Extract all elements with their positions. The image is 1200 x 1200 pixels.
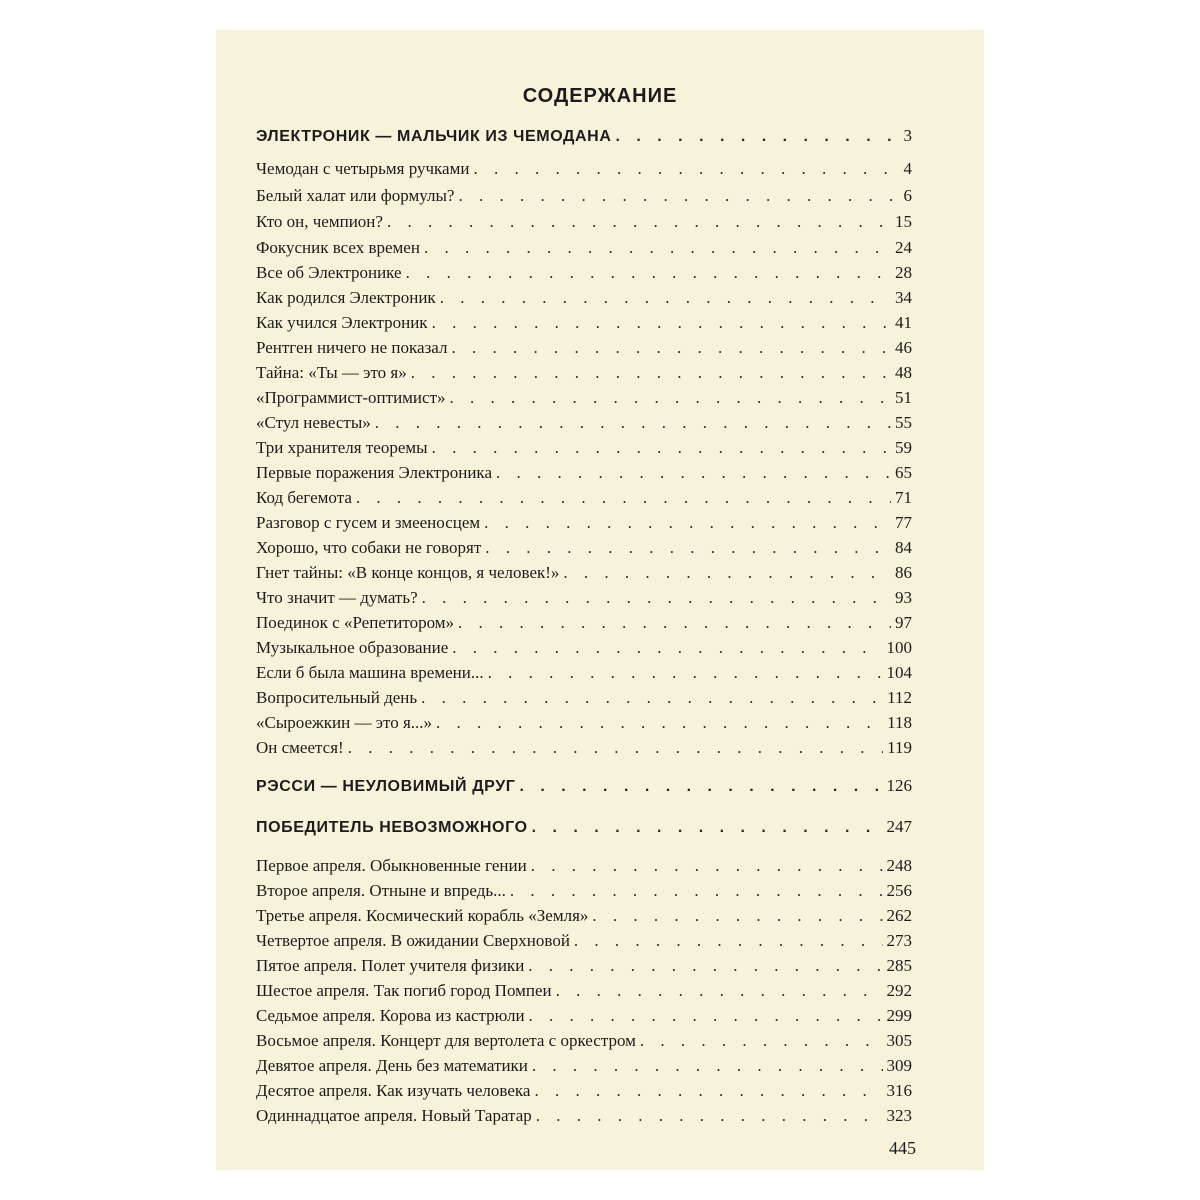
toc-entry-page: 48: [895, 363, 912, 382]
toc-entry: [256, 186, 912, 212]
dot-leader: [473, 159, 899, 179]
toc-part-entry: [256, 817, 912, 843]
toc-entry-title: Как учился Электроник: [256, 313, 428, 332]
toc-entry-page: 28: [895, 263, 912, 282]
toc-entry: [256, 413, 912, 439]
dot-leader: [574, 931, 883, 951]
toc-entry-title: ПОБЕДИТЕЛЬ НЕВОЗМОЖНОГО: [256, 819, 528, 836]
page-number: 445: [889, 1138, 916, 1158]
toc-entry-title: Белый халат или формулы?: [256, 186, 455, 205]
toc-entry: [256, 1006, 912, 1032]
toc-entry: [256, 638, 912, 664]
dot-leader: [411, 363, 891, 383]
dot-leader: [452, 638, 882, 658]
toc-entry-page: 323: [886, 1106, 912, 1125]
dot-leader: [532, 1056, 883, 1076]
toc-entry-page: 65: [895, 463, 912, 482]
toc-entry-page: 55: [895, 413, 912, 432]
toc-entry-title: Восьмое апреля. Концерт для вертолета с оркестром: [256, 1031, 636, 1050]
toc-entry: [256, 238, 912, 264]
dot-leader: [440, 288, 891, 308]
toc-entry-title: Поединок с «Репетитором»: [256, 613, 455, 632]
dot-leader: [375, 413, 891, 433]
toc-entry-page: 273: [886, 931, 912, 950]
dot-leader: [485, 538, 891, 558]
toc-entry: [256, 338, 912, 364]
toc-entry-page: 77: [895, 513, 912, 532]
toc-entry-title: Что значит — думать?: [256, 588, 418, 607]
toc-entry-title: ЭЛЕКТРОНИК — МАЛЬЧИК ИЗ ЧЕМОДАНА: [256, 128, 612, 145]
toc-entry: [256, 981, 912, 1007]
toc-entry-page: 305: [886, 1031, 912, 1050]
toc-entry-title: Три хранителя теоремы: [256, 438, 428, 457]
toc-entry-page: 247: [886, 817, 912, 836]
dot-leader: [421, 688, 883, 708]
dot-leader: [534, 1081, 882, 1101]
dot-leader: [432, 438, 891, 458]
toc-entry-title: Музыкальное образование: [256, 638, 449, 657]
dot-leader: [436, 713, 883, 733]
dot-leader: [563, 563, 891, 583]
toc-entry: [256, 363, 912, 389]
toc-entry-title: Кто он, чемпион?: [256, 212, 383, 231]
toc-entry: [256, 588, 912, 614]
toc-entry: [256, 1106, 912, 1132]
toc-entry-title: Он смеется!: [256, 738, 344, 757]
toc-entry-page: 292: [886, 981, 912, 1000]
toc-entry-title: Чемодан с четырьмя ручками: [256, 159, 470, 178]
toc-entry-title: Фокусник всех времен: [256, 238, 420, 257]
toc-entry-page: 118: [887, 713, 912, 732]
toc-entry-title: Четвертое апреля. В ожидании Сверхновой: [256, 931, 570, 950]
toc-part-entry: [256, 776, 912, 802]
toc-entry-title: Гнет тайны: «В конце концов, я человек!»: [256, 563, 560, 582]
toc-entry-page: 51: [895, 388, 912, 407]
toc-entry-title: Как родился Электроник: [256, 288, 436, 307]
toc-entry-title: Седьмое апреля. Корова из кастрюли: [256, 1006, 525, 1025]
toc-entry: [256, 313, 912, 339]
toc-entry: [256, 388, 912, 414]
toc-entry: [256, 488, 912, 514]
toc-entry-page: 34: [895, 288, 912, 307]
toc-entry-title: «Программист-оптимист»: [256, 388, 446, 407]
dot-leader: [432, 313, 891, 333]
toc-entry-title: Третье апреля. Космический корабль «Земля»: [256, 906, 589, 925]
toc-entry-title: Тайна: «Ты — это я»: [256, 363, 407, 382]
toc-entry-title: Код бегемота: [256, 488, 352, 507]
dot-leader: [592, 906, 882, 926]
toc-entry: [256, 881, 912, 907]
toc-entry: [256, 1031, 912, 1057]
toc-entry-title: Разговор с гусем и змееносцем: [256, 513, 481, 532]
dot-leader: [616, 128, 900, 146]
dot-leader: [458, 186, 899, 206]
dot-leader: [424, 238, 891, 258]
toc-entry-page: 256: [886, 881, 912, 900]
dot-leader: [531, 856, 883, 876]
dot-leader: [519, 778, 882, 796]
toc-entry-title: «Стул невесты»: [256, 413, 371, 432]
toc-entry-page: 262: [886, 906, 912, 925]
toc-entry-page: 84: [895, 538, 912, 557]
toc-entry-page: 59: [895, 438, 912, 457]
toc-entry-page: 93: [895, 588, 912, 607]
toc-entry-page: 299: [886, 1006, 912, 1025]
dot-leader: [450, 388, 892, 408]
dot-leader: [387, 212, 891, 232]
toc-entry: [256, 513, 912, 539]
toc-entry-title: Шестое апреля. Так погиб город Помпеи: [256, 981, 552, 1000]
toc-entry: [256, 713, 912, 739]
toc-entry-page: 104: [886, 663, 912, 682]
toc-entry-page: 3: [903, 126, 912, 145]
toc-entry-title: Если б была машина времени...: [256, 663, 484, 682]
dot-leader: [496, 463, 891, 483]
dot-leader: [488, 663, 883, 683]
toc-entry: [256, 463, 912, 489]
toc-entry-title: Десятое апреля. Как изучать человека: [256, 1081, 531, 1100]
dot-leader: [458, 613, 891, 633]
toc-entry-title: Второе апреля. Отныне и впредь...: [256, 881, 506, 900]
toc-entry-title: Вопросительный день: [256, 688, 418, 707]
toc-entry: [256, 856, 912, 882]
dot-leader: [422, 588, 891, 608]
toc-entry-page: 24: [895, 238, 912, 257]
toc-entry-page: 6: [903, 186, 912, 205]
dot-leader: [529, 1006, 883, 1026]
toc-entry-page: 126: [886, 776, 912, 795]
toc-entry: [256, 159, 912, 185]
book-page: [216, 30, 984, 1170]
dot-leader: [451, 338, 891, 358]
toc-entry: [256, 931, 912, 957]
toc-entry: [256, 738, 912, 764]
toc-entry-page: 100: [886, 638, 912, 657]
toc-entry: [256, 288, 912, 314]
toc-entry: [256, 613, 912, 639]
toc-entry: [256, 906, 912, 932]
toc-entry-title: Первое апреля. Обыкновенные гении: [256, 856, 527, 875]
toc-entry: [256, 1081, 912, 1107]
toc-entry-page: 4: [903, 159, 912, 178]
toc-entry-page: 112: [887, 688, 912, 707]
toc-entry-page: 71: [895, 488, 912, 507]
dot-leader: [640, 1031, 883, 1051]
toc-entry-page: 309: [886, 1056, 912, 1075]
toc-entry-title: Все об Электронике: [256, 263, 402, 282]
toc-entry-page: 97: [895, 613, 912, 632]
toc-entry: [256, 956, 912, 982]
toc-entry: [256, 263, 912, 289]
dot-leader: [536, 1106, 883, 1126]
toc-entry-page: 119: [887, 738, 912, 757]
dot-leader: [528, 956, 882, 976]
toc-entry: [256, 538, 912, 564]
toc-entry-page: 15: [895, 212, 912, 231]
toc-entry: [256, 1056, 912, 1082]
toc-entry: [256, 438, 912, 464]
toc-entry-page: 316: [886, 1081, 912, 1100]
toc-entry-title: Хорошо, что собаки не говорят: [256, 538, 482, 557]
dot-leader: [484, 513, 891, 533]
toc-entry-page: 248: [886, 856, 912, 875]
dot-leader: [510, 881, 883, 901]
dot-leader: [556, 981, 883, 1001]
toc-entry: [256, 663, 912, 689]
toc-entry-page: 41: [895, 313, 912, 332]
toc-entry-title: Первые поражения Электроника: [256, 463, 492, 482]
dot-leader: [532, 819, 883, 837]
toc-entry-title: Пятое апреля. Полет учителя физики: [256, 956, 525, 975]
toc-part-entry: [256, 126, 912, 152]
toc-entry-page: 46: [895, 338, 912, 357]
toc-entry-page: 86: [895, 563, 912, 582]
toc-title: СОДЕРЖАНИЕ: [522, 85, 678, 107]
toc-entry-page: 285: [886, 956, 912, 975]
dot-leader: [348, 738, 883, 758]
dot-leader: [406, 263, 891, 283]
toc-entry-title: РЭССИ — НЕУЛОВИМЫЙ ДРУГ: [256, 778, 516, 795]
toc-entry: [256, 563, 912, 589]
toc-entry: [256, 688, 912, 714]
toc-entry: [256, 212, 912, 238]
toc-entry-title: Рентген ничего не показал: [256, 338, 448, 357]
toc-entry-title: «Сыроежкин — это я...»: [256, 713, 433, 732]
toc-entry-title: Одиннадцатое апреля. Новый Таратар: [256, 1106, 532, 1125]
dot-leader: [356, 488, 891, 508]
toc-entry-title: Девятое апреля. День без математики: [256, 1056, 528, 1075]
